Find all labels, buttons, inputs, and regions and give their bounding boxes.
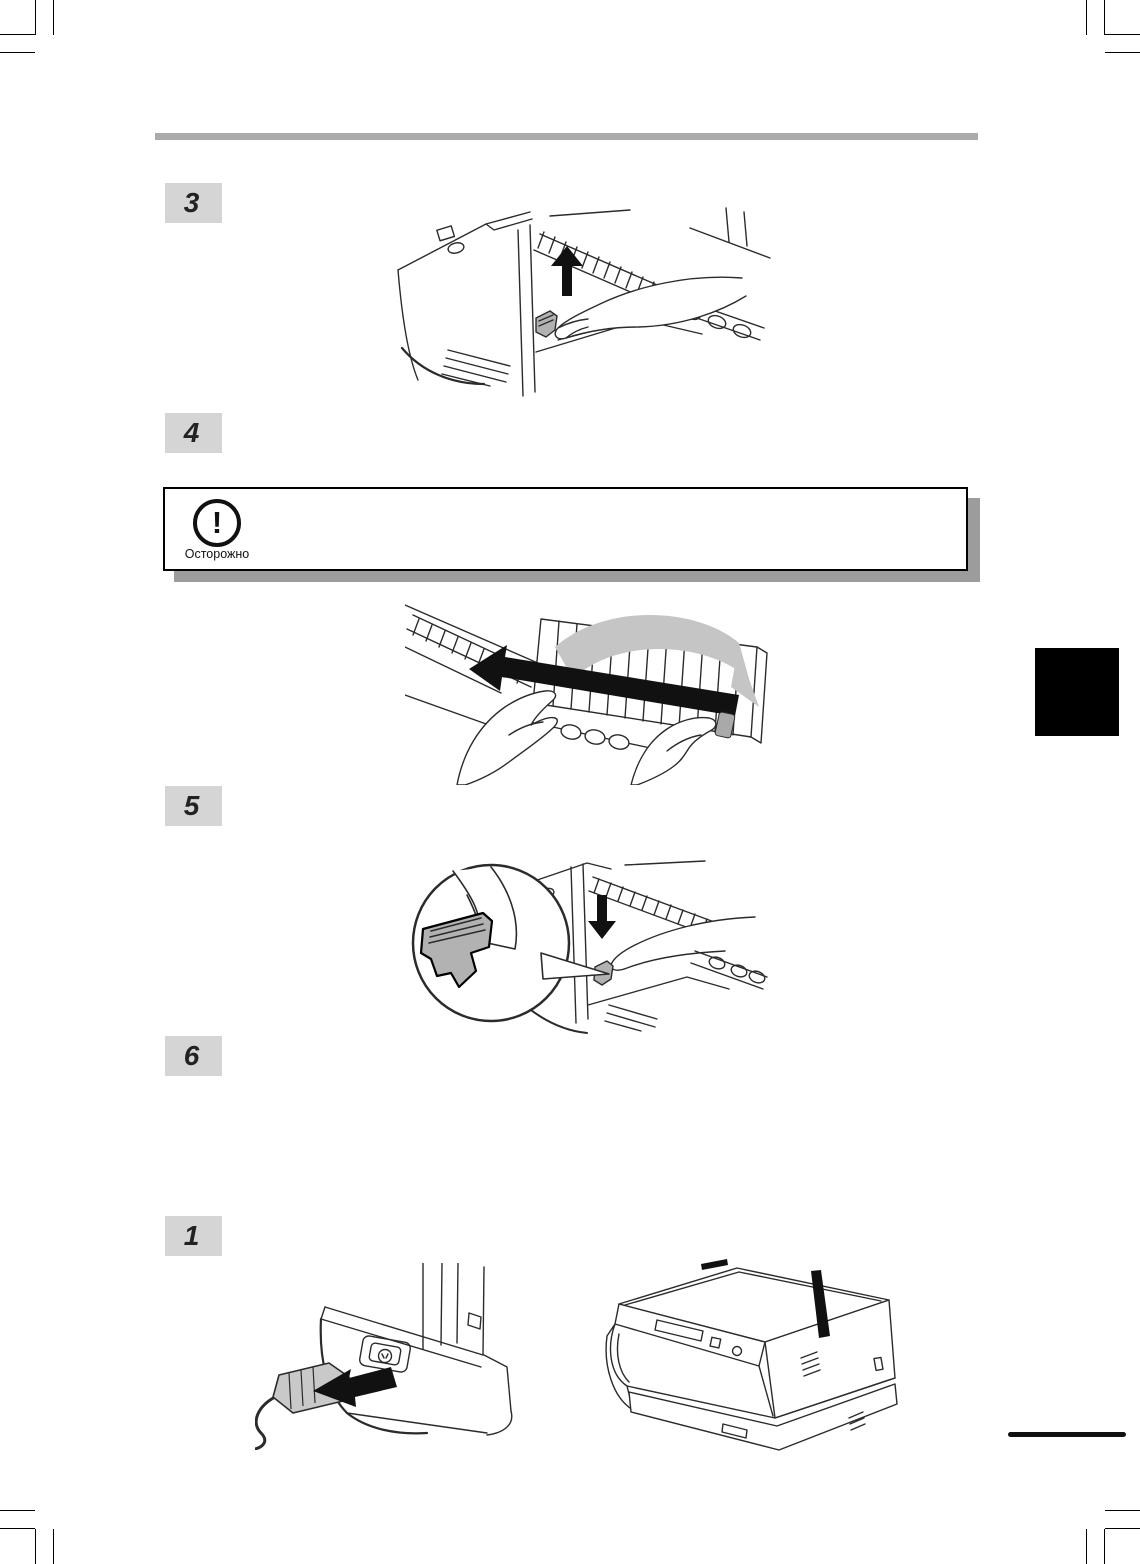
step-number-6 [165,1036,222,1076]
crop-mark [35,0,36,35]
crop-mark [53,1529,54,1564]
step-number-label: 5 [183,790,200,821]
step-number-5 [165,786,222,826]
step-number-label: 6 [183,1040,200,1071]
caution-box [163,487,968,571]
crop-mark [1105,1528,1140,1529]
fig-step4-remove-paper [405,585,785,785]
crop-mark [0,34,35,35]
fig-step3-fuser-area [390,200,775,405]
exclamation-circle-icon [193,499,241,547]
chapter-tab-marker [1035,648,1119,736]
step-number-3 [165,183,222,223]
fig-step1-copier-overview [605,1258,900,1458]
step-number-label: 1 [183,1220,200,1251]
crop-mark [0,1528,35,1529]
fig-step5-lever-closeup [395,855,775,1035]
crop-mark [1086,1529,1087,1564]
step-number-label: 4 [183,417,200,448]
crop-mark [1104,0,1105,35]
exclamation-glyph: ! [211,504,223,540]
section-divider-bar [155,133,978,140]
up-arrow-icon [551,246,583,296]
crop-mark [0,52,35,53]
footer-rule [1008,1432,1126,1437]
fig-step1-unplug-cord [255,1263,585,1450]
crop-mark [1105,52,1140,53]
crop-mark [35,1529,36,1564]
step-number-label: 3 [183,187,200,218]
crop-mark [1105,1510,1140,1511]
crop-mark [1086,0,1087,35]
crop-mark [53,0,54,35]
packing-tape [701,1259,728,1270]
caution-label: Осторожно [184,547,250,561]
step-number-1 [165,1216,222,1256]
step-number-4 [165,413,222,453]
crop-mark [0,1510,35,1511]
down-arrow-icon [588,895,616,939]
crop-mark [1104,1529,1105,1564]
crop-mark [1105,34,1140,35]
